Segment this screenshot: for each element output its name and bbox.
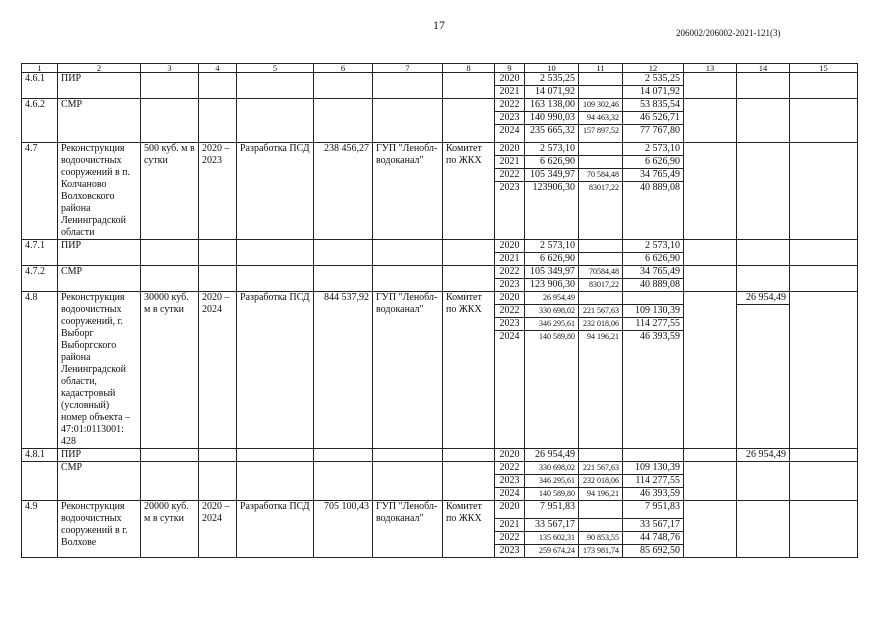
item-executor: ГУП "Ленобл-водоканал" <box>373 501 443 558</box>
amount-fed <box>579 519 623 532</box>
item-code: 4.7.2 <box>22 266 58 292</box>
col-header: 2 <box>58 64 141 73</box>
amount-reg: 34 765,49 <box>623 169 684 182</box>
amount-fed <box>579 501 623 519</box>
item-code: 4.6.1 <box>22 73 58 99</box>
amount-total: 259 674,24 <box>525 545 579 558</box>
col-header: 10 <box>525 64 579 73</box>
amount-fed: 90 853,55 <box>579 532 623 545</box>
column-number-row <box>22 64 858 73</box>
amount-fed: 232 018,06 <box>579 318 623 331</box>
amount-reg: 46 393,59 <box>623 331 684 449</box>
item-name: ПИР <box>58 449 141 462</box>
amount-reg: 40 889,08 <box>623 182 684 240</box>
amount-reg: 2 573,10 <box>623 143 684 156</box>
item-code: 4.9 <box>22 501 58 558</box>
amount-total: 235 665,32 <box>525 125 579 143</box>
item-customer: Комитет по ЖКХ <box>443 292 495 449</box>
amount-fed <box>579 253 623 266</box>
amount-reg: 114 277,55 <box>623 475 684 488</box>
year-cell: 2020 <box>495 501 525 519</box>
col-header: 12 <box>623 64 684 73</box>
item-stage: Разработка ПСД <box>237 143 314 240</box>
item-capacity: 30000 куб. м в сутки <box>141 292 199 449</box>
amount-fed: 94 196,21 <box>579 488 623 501</box>
amount-reg: 7 951,83 <box>623 501 684 519</box>
amount-reg: 33 567,17 <box>623 519 684 532</box>
table-row <box>22 501 858 519</box>
amount-total: 123 906,30 <box>525 279 579 292</box>
table-row <box>22 292 858 305</box>
amount-fed: 157 897,52 <box>579 125 623 143</box>
amount-reg: 46 393,59 <box>623 488 684 501</box>
amount-reg: 46 526,71 <box>623 112 684 125</box>
amount-fed: 83017,22 <box>579 279 623 292</box>
col-header: 4 <box>199 64 237 73</box>
amount-total: 346 295,61 <box>525 475 579 488</box>
amount-total: 6 626,90 <box>525 253 579 266</box>
year-cell: 2023 <box>495 318 525 331</box>
amount-col14: 26 954,49 <box>737 292 790 305</box>
amount-reg: 14 071,92 <box>623 86 684 99</box>
col-header: 6 <box>314 64 373 73</box>
amount-reg: 114 277,55 <box>623 318 684 331</box>
amount-fed <box>579 143 623 156</box>
item-stage: Разработка ПСД <box>237 292 314 449</box>
item-period: 2020 – 2024 <box>199 501 237 558</box>
year-cell: 2022 <box>495 169 525 182</box>
amount-reg: 40 889,08 <box>623 279 684 292</box>
table-row <box>22 462 858 475</box>
item-code: 4.7 <box>22 143 58 240</box>
col-header: 7 <box>373 64 443 73</box>
amount-total: 135 602,31 <box>525 532 579 545</box>
col-header: 9 <box>495 64 525 73</box>
item-customer: Комитет по ЖКХ <box>443 501 495 558</box>
item-code: 4.7.1 <box>22 240 58 266</box>
year-cell: 2020 <box>495 292 525 305</box>
amount-reg: 2 573,10 <box>623 240 684 253</box>
amount-reg: 6 626,90 <box>623 253 684 266</box>
year-cell: 2022 <box>495 305 525 318</box>
amount-total: 330 698,02 <box>525 462 579 475</box>
amount-fed: 221 567,63 <box>579 462 623 475</box>
amount-total: 2 573,10 <box>525 240 579 253</box>
amount-reg: 6 626,90 <box>623 156 684 169</box>
item-cost: 705 100,43 <box>314 501 373 558</box>
amount-reg <box>623 449 684 462</box>
year-cell: 2020 <box>495 449 525 462</box>
year-cell: 2021 <box>495 156 525 169</box>
year-cell: 2023 <box>495 475 525 488</box>
item-cost: 844 537,92 <box>314 292 373 449</box>
amount-total: 26 954,49 <box>525 292 579 305</box>
amount-total: 26 954,49 <box>525 449 579 462</box>
amount-fed <box>579 449 623 462</box>
year-cell: 2022 <box>495 532 525 545</box>
document-number: 206002/206002-2021-121(3) <box>676 28 781 38</box>
item-capacity: 500 куб. м в сутки <box>141 143 199 240</box>
amount-fed <box>579 156 623 169</box>
col-header: 8 <box>443 64 495 73</box>
item-name: СМР <box>58 462 141 501</box>
item-name: Реконструкция водоочистных сооружений, г. Выборг Выборгского района Ленинградской области, кадастровый (условный) номер объекта – 47:01:0113001: 428 <box>58 292 141 449</box>
year-cell: 2023 <box>495 545 525 558</box>
amount-total: 7 951,83 <box>525 501 579 519</box>
amount-fed: 94 196,21 <box>579 331 623 449</box>
amount-total: 6 626,90 <box>525 156 579 169</box>
amount-fed: 221 567,63 <box>579 305 623 318</box>
amount-fed: 94 463,32 <box>579 112 623 125</box>
item-capacity: 20000 куб. м в сутки <box>141 501 199 558</box>
amount-fed: 83017,22 <box>579 182 623 240</box>
item-name: Реконструкция водоочистных сооружений в г. Волхове <box>58 501 141 558</box>
year-cell: 2021 <box>495 253 525 266</box>
table-row <box>22 99 858 112</box>
amount-col14: 26 954,49 <box>737 449 790 462</box>
item-period: 2020 – 2023 <box>199 143 237 240</box>
amount-reg: 109 130,39 <box>623 305 684 318</box>
year-cell: 2022 <box>495 462 525 475</box>
item-customer: Комитет по ЖКХ <box>443 143 495 240</box>
item-name: Реконструкция водоочистных сооружений в п. Колчаново Волховского района Ленинградской области <box>58 143 141 240</box>
amount-fed <box>579 86 623 99</box>
col-header: 15 <box>790 64 858 73</box>
table-row <box>22 240 858 253</box>
year-cell: 2024 <box>495 331 525 449</box>
amount-fed <box>579 240 623 253</box>
amount-fed: 109 302,46 <box>579 99 623 112</box>
col-header: 13 <box>684 64 737 73</box>
amount-fed: 70 584,48 <box>579 169 623 182</box>
amount-total: 140 589,80 <box>525 331 579 449</box>
amount-fed: 173 981,74 <box>579 545 623 558</box>
year-cell: 2024 <box>495 125 525 143</box>
item-stage: Разработка ПСД <box>237 501 314 558</box>
amount-total: 123906,30 <box>525 182 579 240</box>
amount-total: 163 138,00 <box>525 99 579 112</box>
item-name: ПИР <box>58 240 141 266</box>
amount-total: 2 535,25 <box>525 73 579 86</box>
item-executor: ГУП "Ленобл-водоканал" <box>373 143 443 240</box>
amount-total: 33 567,17 <box>525 519 579 532</box>
table-row <box>22 73 858 86</box>
col-header: 3 <box>141 64 199 73</box>
amount-fed <box>579 73 623 86</box>
year-cell: 2022 <box>495 266 525 279</box>
amount-reg: 77 767,80 <box>623 125 684 143</box>
amount-reg: 85 692,50 <box>623 545 684 558</box>
item-name: СМР <box>58 266 141 292</box>
amount-total: 2 573,10 <box>525 143 579 156</box>
year-cell: 2024 <box>495 488 525 501</box>
item-code: 4.6.2 <box>22 99 58 143</box>
amount-fed <box>579 292 623 305</box>
amount-total: 14 071,92 <box>525 86 579 99</box>
item-code <box>22 462 58 501</box>
amount-reg: 109 130,39 <box>623 462 684 475</box>
table-row <box>22 143 858 156</box>
year-cell: 2023 <box>495 182 525 240</box>
budget-table <box>21 63 858 558</box>
page-number: 17 <box>433 18 445 32</box>
col-header: 14 <box>737 64 790 73</box>
item-code: 4.8.1 <box>22 449 58 462</box>
year-cell: 2023 <box>495 279 525 292</box>
item-name: ПИР <box>58 73 141 99</box>
amount-reg <box>623 292 684 305</box>
amount-total: 346 295,61 <box>525 318 579 331</box>
amount-fed: 70584,48 <box>579 266 623 279</box>
col-header: 11 <box>579 64 623 73</box>
table-row <box>22 266 858 279</box>
amount-total: 105 349,97 <box>525 169 579 182</box>
item-period: 2020 – 2024 <box>199 292 237 449</box>
amount-reg: 34 765,49 <box>623 266 684 279</box>
year-cell: 2021 <box>495 519 525 532</box>
year-cell: 2023 <box>495 112 525 125</box>
amount-total: 330 698,02 <box>525 305 579 318</box>
amount-fed: 232 018,06 <box>579 475 623 488</box>
table-row <box>22 449 858 462</box>
year-cell: 2020 <box>495 143 525 156</box>
item-cost: 238 456,27 <box>314 143 373 240</box>
year-cell: 2021 <box>495 86 525 99</box>
col-header: 1 <box>22 64 58 73</box>
item-executor: ГУП "Ленобл-водоканал" <box>373 292 443 449</box>
year-cell: 2020 <box>495 240 525 253</box>
item-code: 4.8 <box>22 292 58 449</box>
amount-total: 140 589,80 <box>525 488 579 501</box>
year-cell: 2022 <box>495 99 525 112</box>
col-header: 5 <box>237 64 314 73</box>
amount-reg: 53 835,54 <box>623 99 684 112</box>
amount-total: 105 349,97 <box>525 266 579 279</box>
amount-reg: 2 535,25 <box>623 73 684 86</box>
amount-total: 140 990,03 <box>525 112 579 125</box>
amount-reg: 44 748,76 <box>623 532 684 545</box>
year-cell: 2020 <box>495 73 525 86</box>
item-name: СМР <box>58 99 141 143</box>
